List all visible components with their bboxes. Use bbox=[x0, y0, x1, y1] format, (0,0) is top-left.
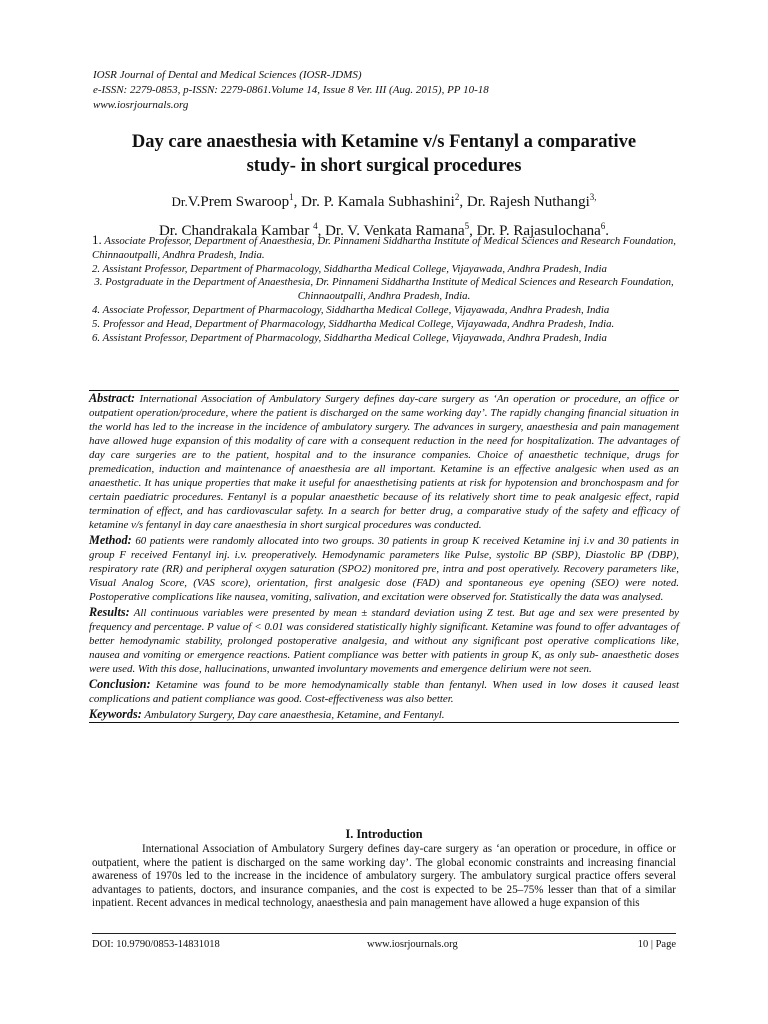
results-text: All continuous variables were presented by mean ± standard deviation using Z test. But age and sex were presented by frequency and percentage. P value of < 0.01 was considered statistically highly significant. Ketamine was found to offer advantages of better hemodynamic stability, prolonged postoperative analgesia, and without any significant post operative complications like, nausea and vomiting or emergence reactions. Patient compliance was better with patients in group K, as only sub- anaesthetic doses were used. With this dose, hallucinations, unwanted involuntary movements and emergence delirium were not seen. bbox=[89, 607, 680, 675]
introduction-paragraph: International Association of Ambulatory Surgery defines day-care surgery as ‘an operation or procedure, in office or outpatient, where the patient is discharged on the same working day’. The global economic constraints and increasing financial awareness of 1970s led to the increase in the incidence of ambulatory surgery. The ambulatory surgical practice offers several advantages to patients, doctors, and insurance companies, and the cost is expected to be 25–75% lesser than that of a similar inpatient. Recent advances in medical technology, anaesthesia and pain management have allowed a huge expansion of this bbox=[92, 843, 676, 910]
keywords-text: Ambulatory Surgery, Day care anaesthesia, Ketamine, and Fentanyl. bbox=[144, 709, 445, 721]
author-prefix: Dr. bbox=[171, 194, 188, 209]
author-name: V.Prem Swaroop bbox=[187, 194, 290, 210]
author-separator: . bbox=[605, 223, 610, 239]
affiliation-2 bbox=[92, 263, 676, 277]
author-name: Dr. P. Rajasulochana bbox=[476, 223, 601, 239]
affiliation-number: 3. bbox=[94, 276, 103, 289]
author-affiliation-number: 1 bbox=[289, 192, 294, 202]
keywords-paragraph bbox=[89, 707, 679, 722]
affiliation-1 bbox=[92, 233, 676, 263]
affiliation-text: Associate Professor, Department of Anaesthesia, Dr. Pinnameni Siddhartha Institute of Medical Sciences and Research Foundation, Chinnaoutpalli, Andhra Pradesh, India. bbox=[92, 235, 676, 261]
affiliation-number: 4. bbox=[92, 303, 101, 316]
conclusion-text: Ketamine was found to be more hemodynamically stable than fentanyl. When used in low doses it caused least complications and patient compliance was good. Cost-effectiveness was also better. bbox=[89, 679, 679, 705]
author-separator: , bbox=[317, 223, 326, 239]
footer-site[interactable]: www.iosrjournals.org bbox=[367, 939, 458, 950]
abstract-text: International Association of Ambulatory Surgery defines day-care surgery as ‘An operation or procedure, an office or outpatient operation/procedure, where the patient is discharged on the same working day’. The rapidly changing financial situation in the world has led to the increase in the incidence of ambulatory surgery. The advances in surgery, anaesthesia and pain management have allowed huge expansion of this modality of care with a consequent reduction in the need for hospitalization. The advantages of day care surgeries are to the patient, hospital and to the insurance companies. Choice of anaesthetic technique, drugs for premedication, induction and maintenance of anaesthesia are all important. Ketamine is an effective analgesic when used as an anaesthetic. It has unique properties that make it useful for anaesthetising patients at risk for hypotension and bronchospasm and for certain paediatric procedures. Fentanyl is a popular anaesthetic because of its relatively short time to peak analgesic effect, rapid termination of effect, and has cardiovascular safety. In a search for better drug, a comparative study of the safety and efficacy of ketamine v/s fentanyl in day care anaesthesia in short surgical procedures was conducted. bbox=[89, 393, 679, 531]
method-paragraph bbox=[89, 533, 679, 604]
author-affiliation-number: 3, bbox=[589, 192, 597, 202]
affiliation-text: Professor and Head, Department of Pharmacology, Siddhartha Medical College, Vijayawada, Andhra Pradesh, India. bbox=[102, 317, 615, 330]
journal-name: IOSR Journal of Dental and Medical Sciences (IOSR-JDMS) bbox=[93, 69, 362, 81]
affiliation-3 bbox=[92, 276, 676, 304]
conclusion-paragraph bbox=[89, 677, 679, 706]
author-name: Dr. Rajesh Nuthangi bbox=[466, 194, 590, 210]
author-separator: , bbox=[459, 194, 467, 210]
introduction-body bbox=[92, 843, 676, 911]
affiliation-6 bbox=[92, 332, 676, 346]
abstract-label: Abstract: bbox=[89, 391, 136, 405]
affiliation-number: 5. bbox=[92, 317, 101, 330]
abstract-paragraph bbox=[89, 391, 679, 532]
journal-issn: e-ISSN: 2279-0853, p-ISSN: 2279-0861.Volume 14, Issue 8 Ver. III (Aug. 2015), PP 10-18 bbox=[93, 84, 489, 96]
footer-doi: DOI: 10.9790/0853-14831018 bbox=[92, 939, 220, 950]
author-affiliation-number: 4 bbox=[313, 221, 318, 231]
affiliation-4 bbox=[92, 304, 676, 318]
affiliation-5 bbox=[92, 318, 676, 332]
footer-divider bbox=[92, 933, 676, 934]
affiliation-text: Assistant Professor, Department of Pharmacology, Siddhartha Medical College, Vijayawada, Andhra Pradesh, India bbox=[102, 262, 607, 275]
introduction-heading: I. Introduction bbox=[345, 827, 423, 841]
affiliation-text: Associate Professor, Department of Pharmacology, Siddhartha Medical College, Vijayawada, Andhra Pradesh, India bbox=[102, 303, 610, 316]
results-label: Results: bbox=[89, 605, 130, 619]
affiliation-text: Postgraduate in the Department of Anaesthesia, Dr. Pinnameni Siddhartha Institute of Medical Sciences and Research Foundation, Chinnaoutpalli, Andhra Pradesh, India. bbox=[105, 276, 674, 303]
footer-page-number: 10 | Page bbox=[637, 939, 676, 950]
method-text: 60 patients were randomly allocated into two groups. 30 patients in group K received Ketamine inj i.v and 30 patients in group F received Fentanyl inj. i.v. preoperatively. Hemodynamic parameters like Pulse, systolic BP (SBP), Diastolic BP (DBP), respiratory rate (RR) and peripheral oxygen saturation (SPO2) monitored pre, intra and post operatively. Recovery parameters like, Visual Analog Score, (VAS score), orientation, first analgesic dose (FAD) and spontaneous eye opening (SEO) were noted. Postoperative complications like nausea, vomiting, salivation, and excitation were observed for. Statistically the data was analysed. bbox=[89, 535, 679, 603]
paper-title bbox=[70, 130, 698, 178]
method-label: Method: bbox=[89, 533, 132, 547]
author-affiliation-number: 2 bbox=[454, 192, 460, 202]
affiliation-number: 2. bbox=[92, 262, 101, 275]
affiliation-number: 6. bbox=[92, 331, 101, 344]
author-line-1 bbox=[60, 185, 708, 214]
abstract-box bbox=[89, 390, 679, 723]
author-affiliation-number: 5 bbox=[464, 221, 470, 231]
author-separator: , bbox=[293, 194, 302, 210]
author-name: Dr. V. Venkata Ramana bbox=[325, 223, 465, 239]
journal-url[interactable]: www.iosrjournals.org bbox=[93, 99, 189, 111]
author-affiliation-number: 6 bbox=[600, 221, 606, 231]
author-name: Dr. Chandrakala Kambar bbox=[158, 223, 314, 239]
author-name: Dr. P. Kamala Subhashini bbox=[301, 194, 455, 210]
title-line-2: study- in short surgical procedures bbox=[246, 156, 522, 176]
title-line-1: Day care anaesthesia with Ketamine v/s Fentanyl a comparative bbox=[131, 132, 637, 152]
keywords-label: Keywords: bbox=[89, 707, 142, 721]
conclusion-label: Conclusion: bbox=[89, 677, 151, 691]
author-separator: , bbox=[469, 223, 477, 239]
affiliation-list bbox=[92, 233, 676, 345]
results-paragraph bbox=[89, 605, 679, 676]
journal-header bbox=[93, 68, 489, 113]
affiliation-number: 1. bbox=[92, 232, 102, 247]
affiliation-text: Assistant Professor, Department of Pharmacology, Siddhartha Medical College, Vijayawada, Andhra Pradesh, India bbox=[102, 331, 607, 344]
